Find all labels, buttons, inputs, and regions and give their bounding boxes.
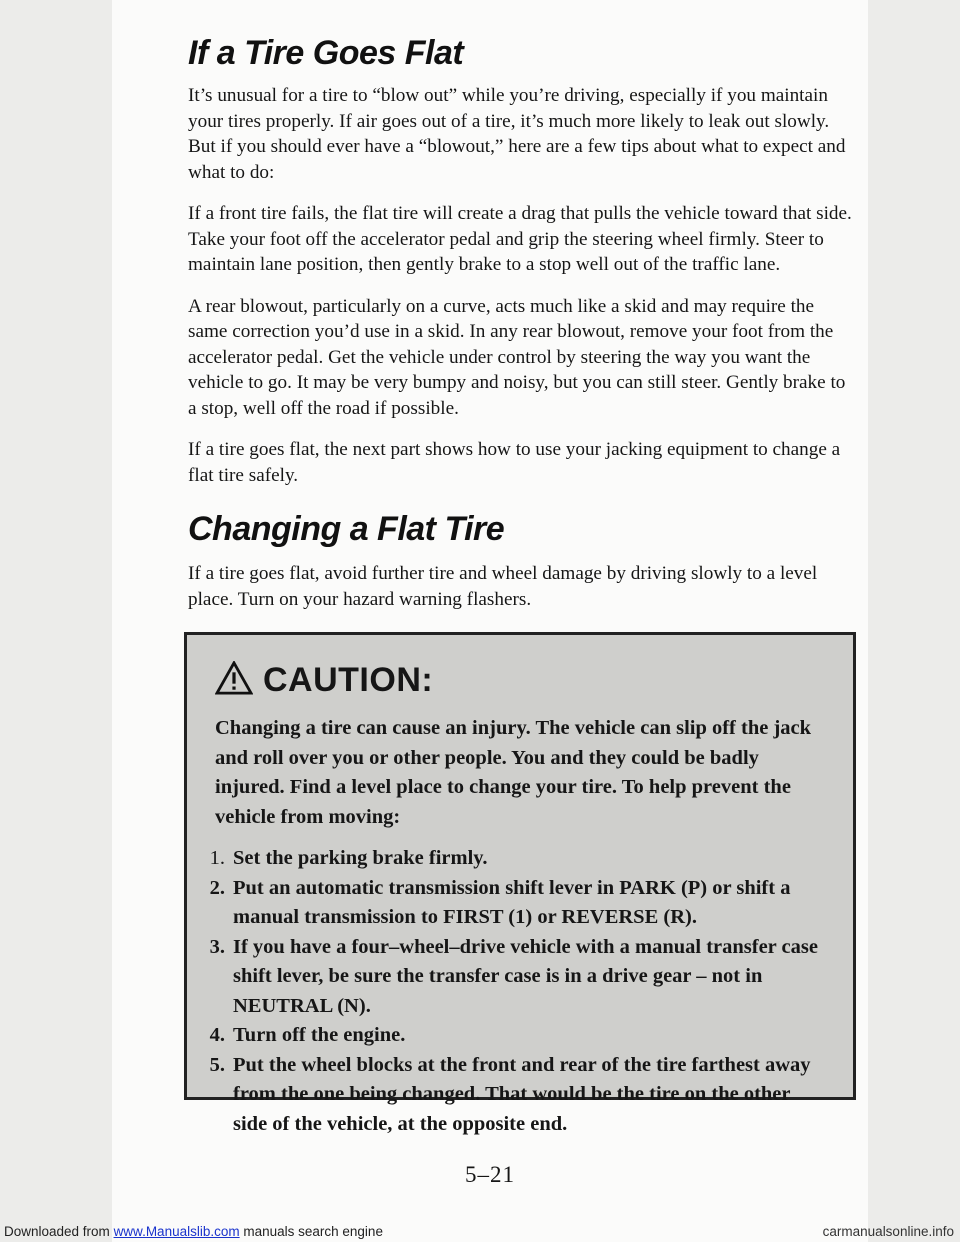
caution-header [215,661,833,700]
caution-title: CAUTION: [263,661,434,699]
right-margin [868,0,960,1242]
caution-box [184,632,856,1135]
section-title-changing-tire: Changing a Flat Tire [188,510,505,548]
list-item: 2. Put an automatic transmission shift lever in PARK (P) or shift a manual transmission to FIRST (1) or REVERSE (R). [209,876,791,928]
caution-text: Changing a tire can cause an injury. The vehicle can slip off the jack and roll over you or other people. You and they could be badly injured. Find a level place to change your tire. To help prevent the vehicle from moving: [215,717,812,828]
warning-triangle-icon [215,661,253,700]
watermark: carmanualsonline.info [822,1224,954,1239]
page-number: 5–21 [465,1162,515,1187]
paragraph-next-part: If a tire goes flat, the next part shows how to use your jacking equipment to change a flat tire safely. [188,439,841,486]
list-item: 3. If you have a four–wheel–drive vehicle with a manual transfer case shift lever, be sure the transfer case is in a drive gear – not in NEUTRAL (N). [209,935,818,1017]
paragraph-rear-blowout: A rear blowout, particularly on a curve, acts much like a skid and may require the same correction you’d use in a skid. In any rear blowout, remove your foot from the accelerator pedal. Get the vehicle under control by steering the way you want the vehicle to go. It may be very bumpy and noisy, but you can still steer. Gently brake to a stop, well off the road if possible. [188,295,846,419]
manual-page [112,0,868,1242]
paragraph-intro: It’s unusual for a tire to “blow out” while you’re driving, especially if you maintain your tires properly. If air goes out of a tire, it’s much more likely to leak out slowly. But if you should ever have a “blowout,” here are a few tips about what to expect and what to do: [188,85,846,183]
download-credit: Downloaded from www.Manualslib.com manuals search engine [4,1224,383,1239]
footer-bar [0,1222,960,1242]
caution-steps [209,844,833,1139]
paragraph-front-tire: If a front tire fails, the flat tire will create a drag that pulls the vehicle toward that side. Take your foot off the accelerator pedal and grip the steering wheel firmly. Steer to maintain lane position, then gently brake to a stop well out of the traffic lane. [188,203,852,275]
list-item: 5. Put the wheel blocks at the front and rear of the tire farthest away from the one being changed. That would be the tire on the other side of the vehicle, at the opposite end. [209,1053,811,1135]
manualslib-link[interactable]: www.Manualslib.com [113,1224,240,1239]
list-item: 1. Set the parking brake firmly. [209,847,488,869]
page-content [188,34,856,628]
paragraph-level-place: If a tire goes flat, avoid further tire and wheel damage by driving slowly to a level place. Turn on your hazard warning flashers. [188,563,818,610]
left-margin [0,0,112,1242]
list-item: 4. Turn off the engine. [209,1024,406,1046]
section-title-tire-flat: If a Tire Goes Flat [188,34,464,72]
